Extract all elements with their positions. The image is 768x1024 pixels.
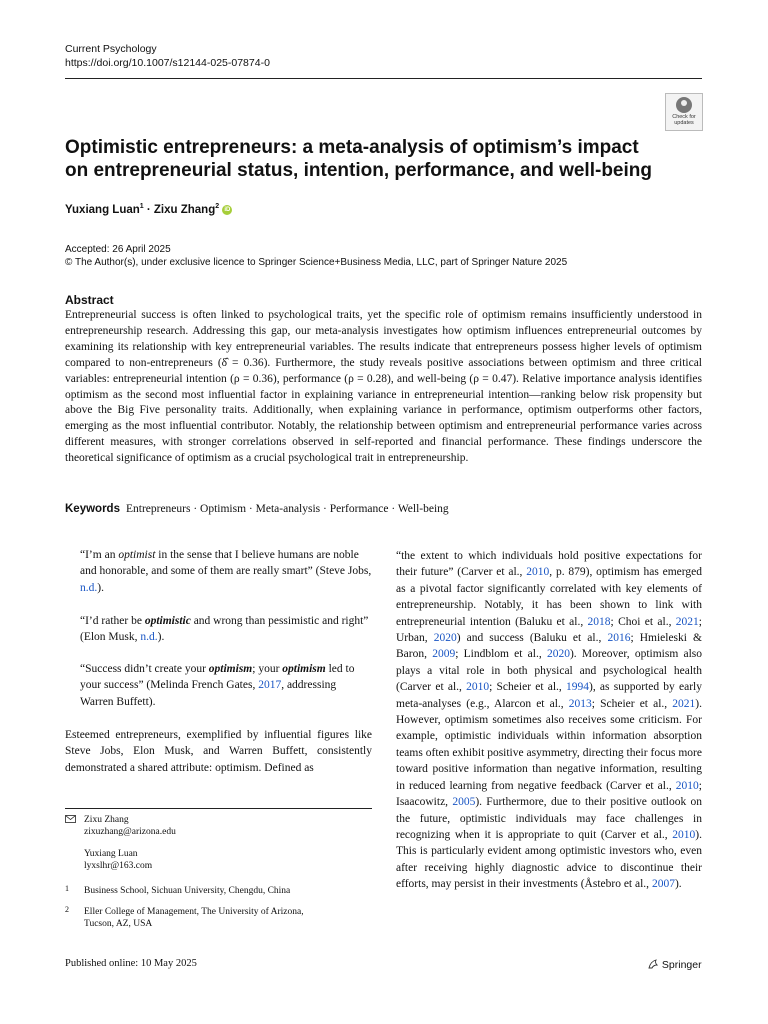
keywords-list: Entrepreneurs · Optimism · Meta-analysis · Performance · Well-being	[125, 503, 449, 515]
affiliation-number: 2	[65, 905, 69, 914]
header-divider	[65, 78, 702, 79]
affiliation-marker: 2	[215, 203, 220, 210]
citation-link[interactable]: 2020	[433, 632, 457, 645]
affiliation-marker: 1	[139, 203, 144, 210]
badge-label: Check for updates	[672, 114, 696, 126]
quote-emphasis: optimism	[208, 663, 253, 675]
body-text: ). Furthermore, due to their positive outlook on the future, optimistic individuals may face challenges in recognizing when it is appropriate to quit (Carver et al.,	[396, 796, 702, 841]
quote-text: ; your	[252, 663, 283, 675]
body-text: ; Scheier et al.,	[591, 697, 673, 710]
body-text: ; Choi et al.,	[610, 615, 676, 628]
citation-link[interactable]: 2021	[675, 615, 699, 628]
citation-link[interactable]: 2013	[568, 697, 592, 710]
contact-name: Zixu Zhang	[84, 815, 129, 825]
body-text: ).	[674, 878, 682, 891]
orcid-icon[interactable]: iD	[224, 206, 231, 213]
accepted-date: Accepted: 26 April 2025	[65, 244, 171, 255]
citation-link[interactable]: 2021	[672, 697, 696, 710]
quote-emphasis: optimistic	[144, 615, 191, 627]
body-text: ; Urban,	[396, 615, 702, 645]
quote-text: led to your success” (Melinda French Gates,	[80, 663, 355, 692]
affiliation-line: Eller College of Management, The University of Arizona,	[84, 907, 304, 917]
quote-emphasis: optimism	[282, 663, 326, 675]
epigraph-quote	[80, 547, 372, 596]
check-for-updates-badge[interactable]	[665, 93, 703, 131]
corresponding-author	[84, 814, 176, 872]
contact-name: Yuxiang Luan	[84, 849, 138, 859]
quote-emphasis: optimist	[118, 549, 156, 561]
quote-text: , addressing Warren Buffett).	[80, 679, 337, 708]
doi-link[interactable]: https://doi.org/10.1007/s12144-025-07874-0	[65, 57, 270, 69]
quote-text: “Success didn’t create your	[80, 663, 209, 675]
body-text: ). Moreover, optimism also plays a vital role in both physical and psychological health (Carver et al.,	[396, 648, 703, 694]
body-text: ; Scheier et al.,	[489, 681, 567, 694]
contact-email[interactable]: lyxslhr@163.com	[84, 861, 153, 871]
citation-link[interactable]: 2020	[546, 648, 570, 661]
body-text: ; Hmieleski & Baron,	[396, 632, 702, 661]
citation-link[interactable]: 2009	[432, 648, 456, 661]
quote-text: “I’d rather be	[80, 615, 145, 627]
abstract-text: Entrepreneurial success is often linked to psychological traits, yet the specific role of optimism remains insufficiently understood in entrepreneurship research. Addressing this gap, our meta-analysis investigates how optimism influences entrepreneurial outcomes by examining its relationship with key entrepreneurial variables. The results indicate that entrepreneurs possess higher levels of optimism compared to non-entrepreneurs (δ̂ = 0.36). Furthermore, the study reveals positive associations between optimism and three critical variables: entrepreneurial intention (ρ = 0.36), performance (ρ = 0.28), and well-being (ρ = 0.47). Relative importance analysis identifies optimism as the second most influential factor in explaining variance in entrepreneurial intention—ranking below risk propensity but above the Big Five personality traits. Additionally, when explaining variance in performance, optimism outperforms other factors, emerging as the most influential contributor. Notably, the relationship between optimism and entrepreneurial performance varies across different measures, with stronger correlations observed in self-reported and financial performance. These findings underscore the theoretical significance of optimism as a crucial psychological trait in entrepreneurship.	[65, 309, 702, 465]
contact-email[interactable]: zixuzhang@arizona.edu	[84, 827, 176, 837]
citation-link[interactable]: 2018	[587, 615, 611, 628]
abstract-heading: Abstract	[65, 293, 114, 307]
quote-text: ).	[97, 581, 104, 594]
body-text: ). However, optimism sometimes also receives some criticism. For example, optimistic individuals within information absorption teams often exhibit positive asymmetry, directing their focus more toward positive information than negative information, resulting in reduced learning from negative feedback (Carver et al.,	[396, 697, 702, 792]
affiliation-number: 1	[65, 884, 69, 893]
body-text: , p. 879), optimism has emerged as a pivotal factor significantly correlated with key elements of entrepreneurship. Notably, it has been shown to link with entrepreneurial intention (Baluku et al.,	[396, 566, 702, 628]
citation-link[interactable]: 2010	[466, 681, 490, 694]
quote-text: ).	[157, 631, 165, 644]
citation-link[interactable]: 2010	[526, 566, 550, 579]
citation-link[interactable]: n.d.	[80, 581, 98, 594]
body-text: ), as supported by early meta-analyses (e.g., Alarcon et al.,	[396, 681, 703, 710]
keywords	[65, 503, 449, 515]
journal-header	[65, 42, 270, 70]
citation-link[interactable]: n.d.	[140, 631, 158, 644]
quote-text: and wrong than pessimistic and right” (Elon Musk,	[80, 615, 369, 644]
affiliation-line: Tucson, AZ, USA	[84, 919, 153, 929]
springer-horse-icon	[647, 958, 659, 970]
body-text: ; Lindblom et al.,	[455, 648, 547, 661]
affiliation	[84, 906, 304, 930]
citation-link[interactable]: 2017	[258, 679, 282, 692]
citation-link[interactable]: 2010	[675, 779, 699, 792]
citation-link[interactable]: 1994	[566, 681, 590, 694]
article-title: Optimistic entrepreneurs: a meta-analysis of optimism’s impact on entrepreneurial status, intention, performance, and well-being	[65, 137, 652, 181]
citation-link[interactable]: 2016	[607, 632, 631, 645]
citation-link[interactable]: 2007	[651, 878, 675, 891]
body-text: ; Isaacowitz,	[396, 779, 702, 809]
author-list	[65, 203, 232, 216]
publisher-name: Springer	[661, 959, 702, 971]
affiliation: Business School, Sichuan University, Chengdu, China	[84, 886, 291, 896]
keywords-label: Keywords	[65, 503, 120, 515]
body-text: ) and success (Baluku et al.,	[456, 632, 608, 645]
body-text: ). This is particularly evident among optimistic investors who, even after receiving highly diagnostic advice to discontinue their efforts, may persist in their investments (Åstebro et al.,	[396, 828, 702, 891]
quote-text: “I’m an	[80, 549, 119, 561]
quote-text: in the sense that I believe humans are noble and honorable, and some of them are really smart” (Steve Jobs,	[80, 549, 372, 578]
epigraph-quote	[80, 613, 372, 646]
published-date: Published online: 10 May 2025	[65, 958, 197, 969]
author-name[interactable]: Yuxiang Luan	[65, 203, 140, 216]
journal-name: Current Psychology	[65, 43, 157, 55]
mail-icon	[65, 815, 76, 827]
update-icon	[676, 97, 692, 113]
author-separator: ·	[143, 203, 154, 216]
epigraph-quote	[80, 661, 372, 710]
article-dates	[65, 244, 567, 269]
copyright-notice: © The Author(s), under exclusive licence to Springer Science+Business Media, LLC, part of Springer Nature 2025	[65, 256, 568, 268]
body-text: “the extent to which individuals hold positive expectations for their future” (Carver et al.,	[396, 550, 702, 579]
citation-link[interactable]: 2005	[452, 796, 476, 809]
body-paragraph	[396, 548, 702, 893]
citation-link[interactable]: 2010	[672, 828, 696, 841]
footnote-divider	[65, 808, 372, 809]
author-name[interactable]: Zixu Zhang	[153, 203, 216, 216]
publisher-logo	[647, 958, 702, 971]
body-paragraph: Esteemed entrepreneurs, exemplified by influential figures like Steve Jobs, Elon Musk, and Warren Buffett, consistently demonstrated a shared attribute: optimism. Defined as	[65, 729, 372, 774]
